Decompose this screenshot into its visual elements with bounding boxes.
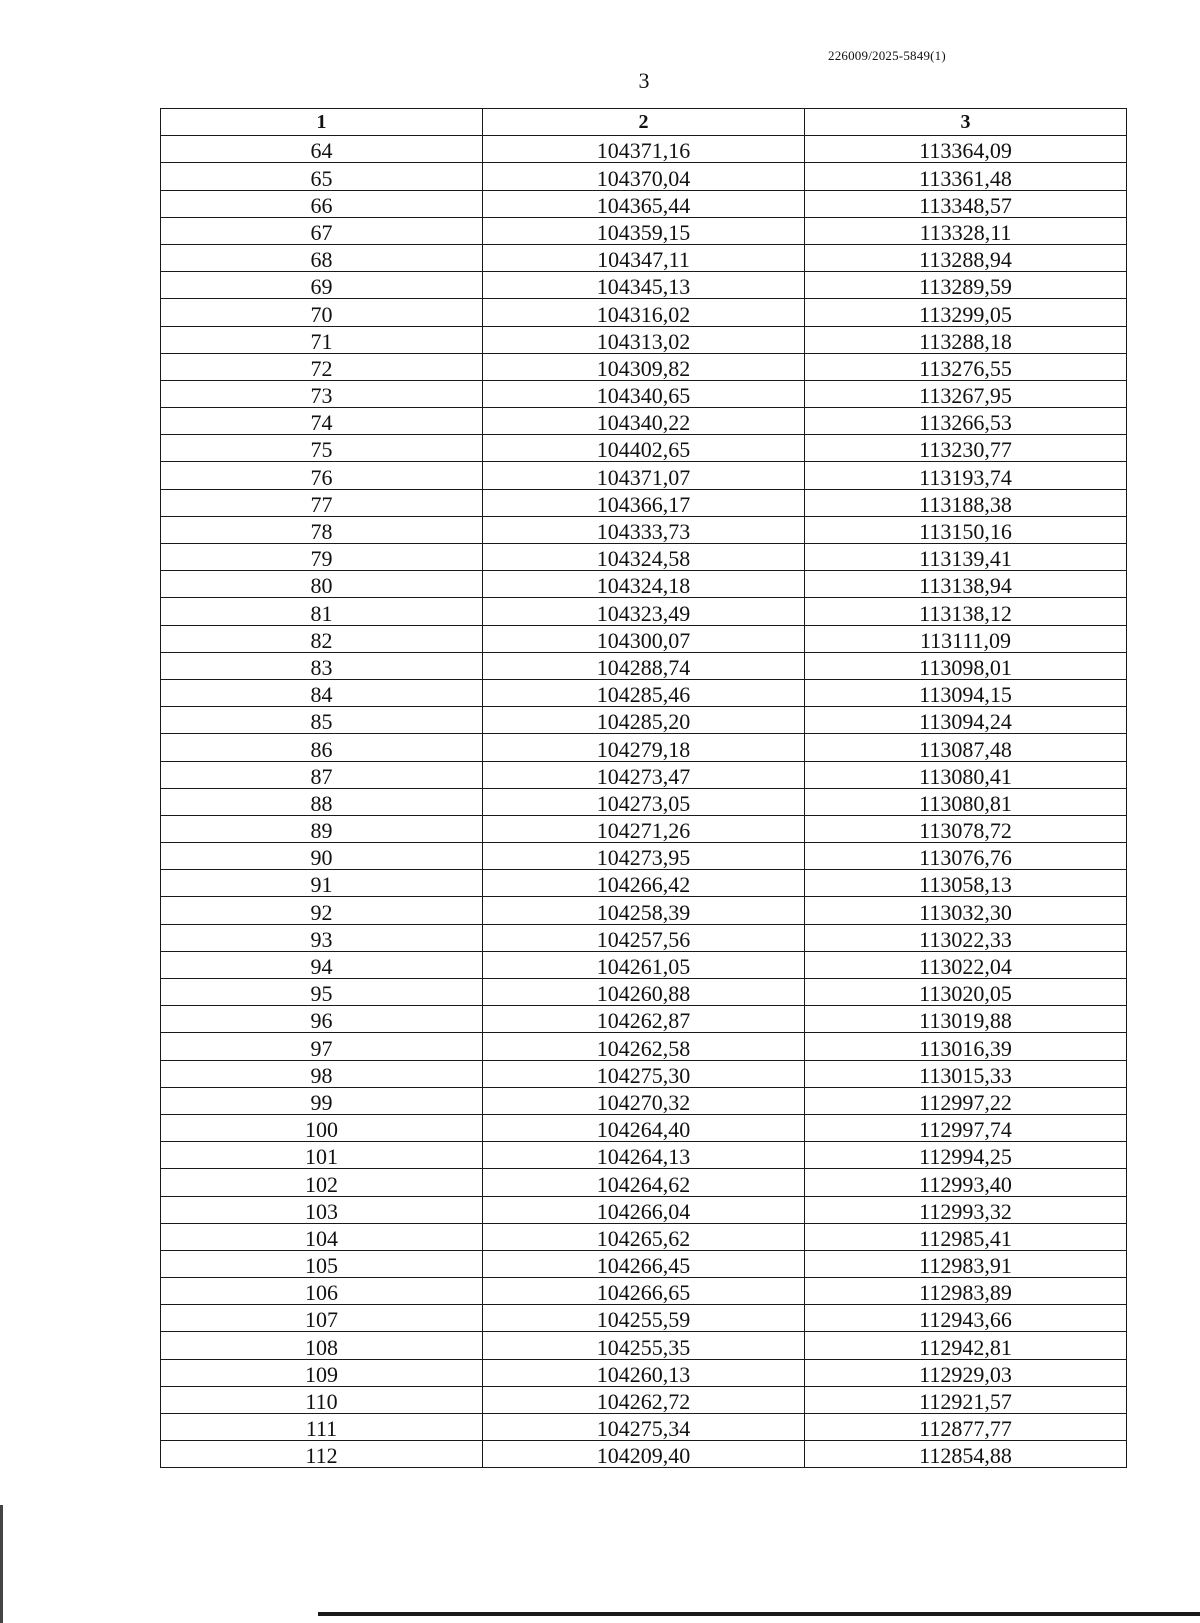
y-coordinate-cell: 113058,13 (805, 870, 1127, 897)
point-number-cell: 88 (161, 788, 483, 815)
x-coordinate-cell: 104359,15 (483, 217, 805, 244)
y-coordinate-cell: 113076,76 (805, 843, 1127, 870)
table-row (161, 136, 1127, 163)
y-coordinate-cell: 113098,01 (805, 652, 1127, 679)
y-coordinate-cell: 113230,77 (805, 435, 1127, 462)
y-coordinate-cell: 113078,72 (805, 815, 1127, 842)
point-number-cell: 112 (161, 1441, 483, 1468)
y-coordinate-cell: 112983,91 (805, 1250, 1127, 1277)
y-coordinate-cell: 113361,48 (805, 163, 1127, 190)
y-coordinate-cell: 112985,41 (805, 1223, 1127, 1250)
table-row (161, 870, 1127, 897)
table-row (161, 1169, 1127, 1196)
y-coordinate-cell: 113020,05 (805, 979, 1127, 1006)
point-number-cell: 103 (161, 1196, 483, 1223)
y-coordinate-cell: 113188,38 (805, 489, 1127, 516)
table-row (161, 244, 1127, 271)
x-coordinate-cell: 104288,74 (483, 652, 805, 679)
table-row (161, 163, 1127, 190)
x-coordinate-cell: 104275,34 (483, 1414, 805, 1441)
point-number-cell: 81 (161, 598, 483, 625)
table-row (161, 734, 1127, 761)
point-number-cell: 95 (161, 979, 483, 1006)
x-coordinate-cell: 104262,58 (483, 1033, 805, 1060)
point-number-cell: 106 (161, 1278, 483, 1305)
point-number-cell: 72 (161, 353, 483, 380)
point-number-cell: 98 (161, 1060, 483, 1087)
x-coordinate-cell: 104347,11 (483, 244, 805, 271)
table-row (161, 1114, 1127, 1141)
table-row (161, 761, 1127, 788)
column-header-1: 1 (161, 109, 483, 136)
y-coordinate-cell: 112983,89 (805, 1278, 1127, 1305)
x-coordinate-cell: 104266,65 (483, 1278, 805, 1305)
y-coordinate-cell: 113080,41 (805, 761, 1127, 788)
point-number-cell: 77 (161, 489, 483, 516)
y-coordinate-cell: 112997,74 (805, 1114, 1127, 1141)
x-coordinate-cell: 104271,26 (483, 815, 805, 842)
table-row (161, 1441, 1127, 1468)
x-coordinate-cell: 104366,17 (483, 489, 805, 516)
point-number-cell: 104 (161, 1223, 483, 1250)
point-number-cell: 110 (161, 1386, 483, 1413)
x-coordinate-cell: 104261,05 (483, 951, 805, 978)
x-coordinate-cell: 104345,13 (483, 272, 805, 299)
y-coordinate-cell: 113022,33 (805, 924, 1127, 951)
point-number-cell: 105 (161, 1250, 483, 1277)
y-coordinate-cell: 112854,88 (805, 1441, 1127, 1468)
point-number-cell: 102 (161, 1169, 483, 1196)
x-coordinate-cell: 104273,95 (483, 843, 805, 870)
x-coordinate-cell: 104279,18 (483, 734, 805, 761)
table-row (161, 272, 1127, 299)
x-coordinate-cell: 104266,42 (483, 870, 805, 897)
point-number-cell: 108 (161, 1332, 483, 1359)
y-coordinate-cell: 113138,12 (805, 598, 1127, 625)
y-coordinate-cell: 113364,09 (805, 136, 1127, 163)
table-row (161, 788, 1127, 815)
point-number-cell: 111 (161, 1414, 483, 1441)
y-coordinate-cell: 113193,74 (805, 462, 1127, 489)
x-coordinate-cell: 104324,18 (483, 571, 805, 598)
point-number-cell: 80 (161, 571, 483, 598)
point-number-cell: 71 (161, 326, 483, 353)
x-coordinate-cell: 104340,65 (483, 380, 805, 407)
x-coordinate-cell: 104402,65 (483, 435, 805, 462)
table-row (161, 1305, 1127, 1332)
scan-edge-mark (0, 1505, 3, 1623)
table-row (161, 815, 1127, 842)
y-coordinate-cell: 113016,39 (805, 1033, 1127, 1060)
point-number-cell: 86 (161, 734, 483, 761)
point-number-cell: 93 (161, 924, 483, 951)
page-number: 3 (638, 68, 650, 93)
table-row (161, 544, 1127, 571)
point-number-cell: 76 (161, 462, 483, 489)
point-number-cell: 68 (161, 244, 483, 271)
y-coordinate-cell: 113328,11 (805, 217, 1127, 244)
x-coordinate-cell: 104264,13 (483, 1142, 805, 1169)
table-row (161, 1386, 1127, 1413)
table-row (161, 897, 1127, 924)
x-coordinate-cell: 104285,46 (483, 679, 805, 706)
point-number-cell: 109 (161, 1359, 483, 1386)
x-coordinate-cell: 104340,22 (483, 408, 805, 435)
point-number-cell: 84 (161, 679, 483, 706)
table-row (161, 516, 1127, 543)
point-number-cell: 100 (161, 1114, 483, 1141)
x-coordinate-cell: 104266,45 (483, 1250, 805, 1277)
point-number-cell: 91 (161, 870, 483, 897)
x-coordinate-cell: 104264,40 (483, 1114, 805, 1141)
y-coordinate-cell: 112943,66 (805, 1305, 1127, 1332)
x-coordinate-cell: 104365,44 (483, 190, 805, 217)
y-coordinate-cell: 113111,09 (805, 625, 1127, 652)
point-number-cell: 85 (161, 707, 483, 734)
x-coordinate-cell: 104323,49 (483, 598, 805, 625)
y-coordinate-cell: 112993,32 (805, 1196, 1127, 1223)
x-coordinate-cell: 104270,32 (483, 1087, 805, 1114)
y-coordinate-cell: 113139,41 (805, 544, 1127, 571)
x-coordinate-cell: 104285,20 (483, 707, 805, 734)
y-coordinate-cell: 113015,33 (805, 1060, 1127, 1087)
y-coordinate-cell: 113138,94 (805, 571, 1127, 598)
point-number-cell: 107 (161, 1305, 483, 1332)
column-header-2: 2 (483, 109, 805, 136)
y-coordinate-cell: 113094,15 (805, 679, 1127, 706)
table-row (161, 217, 1127, 244)
y-coordinate-cell: 113299,05 (805, 299, 1127, 326)
y-coordinate-cell: 113288,18 (805, 326, 1127, 353)
point-number-cell: 96 (161, 1006, 483, 1033)
point-number-cell: 79 (161, 544, 483, 571)
x-coordinate-cell: 104324,58 (483, 544, 805, 571)
x-coordinate-cell: 104273,47 (483, 761, 805, 788)
table-row (161, 190, 1127, 217)
table-row (161, 353, 1127, 380)
table-row (161, 679, 1127, 706)
y-coordinate-cell: 113032,30 (805, 897, 1127, 924)
y-coordinate-cell: 113289,59 (805, 272, 1127, 299)
x-coordinate-cell: 104309,82 (483, 353, 805, 380)
x-coordinate-cell: 104255,59 (483, 1305, 805, 1332)
x-coordinate-cell: 104371,16 (483, 136, 805, 163)
x-coordinate-cell: 104370,04 (483, 163, 805, 190)
x-coordinate-cell: 104371,07 (483, 462, 805, 489)
point-number-cell: 97 (161, 1033, 483, 1060)
x-coordinate-cell: 104260,88 (483, 979, 805, 1006)
point-number-cell: 69 (161, 272, 483, 299)
table-row (161, 326, 1127, 353)
x-coordinate-cell: 104333,73 (483, 516, 805, 543)
y-coordinate-cell: 112929,03 (805, 1359, 1127, 1386)
y-coordinate-cell: 113288,94 (805, 244, 1127, 271)
table-row (161, 951, 1127, 978)
x-coordinate-cell: 104258,39 (483, 897, 805, 924)
x-coordinate-cell: 104316,02 (483, 299, 805, 326)
point-number-cell: 66 (161, 190, 483, 217)
point-number-cell: 90 (161, 843, 483, 870)
column-header-3: 3 (805, 109, 1127, 136)
document-reference-number: 226009/2025-5849(1) (828, 48, 946, 63)
point-number-cell: 94 (161, 951, 483, 978)
table-row (161, 462, 1127, 489)
point-number-cell: 87 (161, 761, 483, 788)
x-coordinate-cell: 104266,04 (483, 1196, 805, 1223)
table-row (161, 1278, 1127, 1305)
table-row (161, 489, 1127, 516)
table-body (161, 136, 1127, 1468)
table-row (161, 1250, 1127, 1277)
table-row (161, 598, 1127, 625)
x-coordinate-cell: 104275,30 (483, 1060, 805, 1087)
table-row (161, 625, 1127, 652)
point-number-cell: 74 (161, 408, 483, 435)
y-coordinate-cell: 113022,04 (805, 951, 1127, 978)
footer-rule (318, 1612, 1200, 1616)
table-header-row (161, 109, 1127, 136)
table-row (161, 571, 1127, 598)
y-coordinate-cell: 113094,24 (805, 707, 1127, 734)
point-number-cell: 99 (161, 1087, 483, 1114)
table-row (161, 1414, 1127, 1441)
y-coordinate-cell: 112877,77 (805, 1414, 1127, 1441)
y-coordinate-cell: 113276,55 (805, 353, 1127, 380)
table-row (161, 1196, 1127, 1223)
table-row (161, 299, 1127, 326)
y-coordinate-cell: 113150,16 (805, 516, 1127, 543)
x-coordinate-cell: 104273,05 (483, 788, 805, 815)
point-number-cell: 82 (161, 625, 483, 652)
table-row (161, 979, 1127, 1006)
table-row (161, 707, 1127, 734)
y-coordinate-cell: 112921,57 (805, 1386, 1127, 1413)
point-number-cell: 89 (161, 815, 483, 842)
table-row (161, 1087, 1127, 1114)
y-coordinate-cell: 112994,25 (805, 1142, 1127, 1169)
point-number-cell: 75 (161, 435, 483, 462)
point-number-cell: 78 (161, 516, 483, 543)
y-coordinate-cell: 112942,81 (805, 1332, 1127, 1359)
y-coordinate-cell: 113266,53 (805, 408, 1127, 435)
point-number-cell: 64 (161, 136, 483, 163)
y-coordinate-cell: 112997,22 (805, 1087, 1127, 1114)
x-coordinate-cell: 104313,02 (483, 326, 805, 353)
table-row (161, 1006, 1127, 1033)
y-coordinate-cell: 113019,88 (805, 1006, 1127, 1033)
coordinates-table (160, 108, 1127, 1468)
y-coordinate-cell: 113080,81 (805, 788, 1127, 815)
table-row (161, 1142, 1127, 1169)
x-coordinate-cell: 104209,40 (483, 1441, 805, 1468)
x-coordinate-cell: 104255,35 (483, 1332, 805, 1359)
table-row (161, 1033, 1127, 1060)
y-coordinate-cell: 112993,40 (805, 1169, 1127, 1196)
y-coordinate-cell: 113087,48 (805, 734, 1127, 761)
x-coordinate-cell: 104265,62 (483, 1223, 805, 1250)
table-row (161, 1332, 1127, 1359)
table-row (161, 435, 1127, 462)
point-number-cell: 67 (161, 217, 483, 244)
table-row (161, 380, 1127, 407)
y-coordinate-cell: 113267,95 (805, 380, 1127, 407)
y-coordinate-cell: 113348,57 (805, 190, 1127, 217)
x-coordinate-cell: 104257,56 (483, 924, 805, 951)
x-coordinate-cell: 104264,62 (483, 1169, 805, 1196)
point-number-cell: 92 (161, 897, 483, 924)
x-coordinate-cell: 104262,72 (483, 1386, 805, 1413)
table-row (161, 1359, 1127, 1386)
table-row (161, 924, 1127, 951)
table-row (161, 408, 1127, 435)
point-number-cell: 70 (161, 299, 483, 326)
x-coordinate-cell: 104262,87 (483, 1006, 805, 1033)
point-number-cell: 101 (161, 1142, 483, 1169)
table-row (161, 1060, 1127, 1087)
point-number-cell: 65 (161, 163, 483, 190)
x-coordinate-cell: 104300,07 (483, 625, 805, 652)
point-number-cell: 83 (161, 652, 483, 679)
table-row (161, 1223, 1127, 1250)
x-coordinate-cell: 104260,13 (483, 1359, 805, 1386)
table-row (161, 652, 1127, 679)
table-row (161, 843, 1127, 870)
point-number-cell: 73 (161, 380, 483, 407)
